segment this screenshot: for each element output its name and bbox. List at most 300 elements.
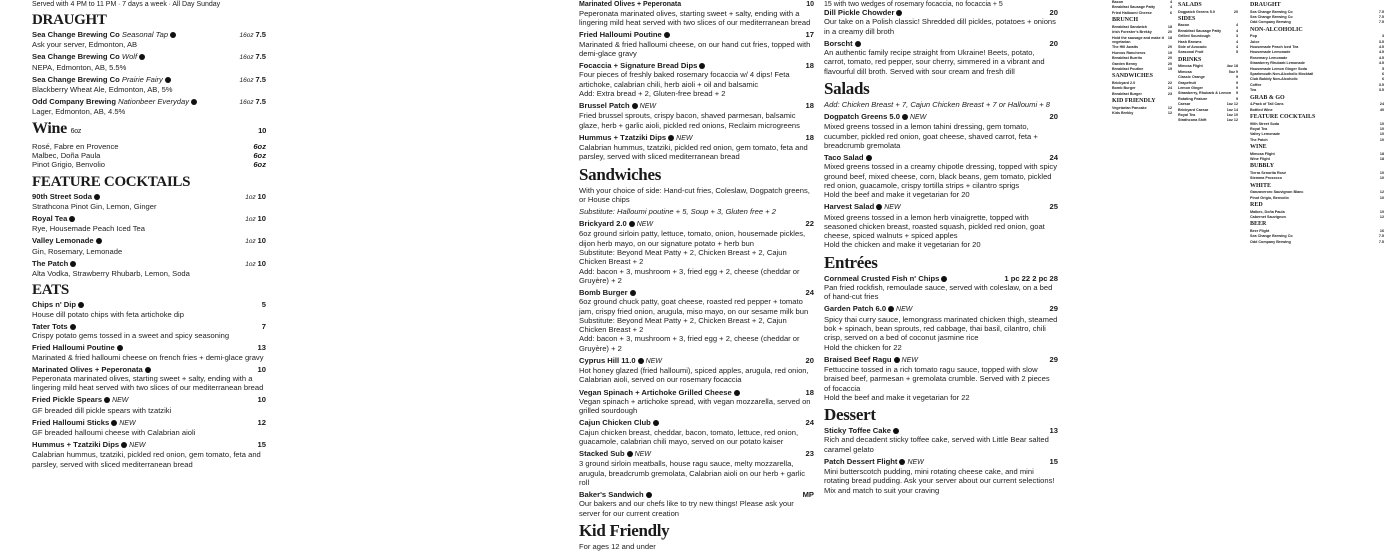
- item-description: 3 ground sirloin meatballs, house ragu sauce, melty mozzarella, arugula, breadcrumb gremolata, Calabrian aioli on our herb + garlic roll: [579, 459, 806, 487]
- menu-item: [824, 8, 1058, 36]
- item-description: Spicy thai curry sauce, lemongrass marinated chicken thigh, steamed bok + spinach, bean sprouts, red cabbage, thai basil, cilantro, chili crisp, served on a bed of coconut jasmine rice: [824, 314, 1058, 343]
- item-header: [824, 202, 1058, 212]
- new-badge: NEW: [129, 442, 146, 450]
- salad-list: [824, 112, 1058, 250]
- item-size: 1oz: [245, 238, 258, 246]
- mini-item: [1250, 176, 1384, 180]
- mini-item-price: 12: [1379, 214, 1384, 219]
- mini-item-name: Mimosa Flight: [1178, 64, 1203, 69]
- mini-item-price: 10: [1379, 170, 1384, 175]
- mini-item: [1112, 51, 1172, 55]
- item-description: Gin, Rosemary, Lemonade: [32, 246, 123, 256]
- menu-item: [824, 355, 1058, 402]
- item-header: [32, 395, 266, 405]
- item-title: [824, 355, 918, 365]
- menu-item: [32, 75, 266, 95]
- menu-item: [824, 457, 1058, 495]
- item-name: Tater Tots: [32, 321, 68, 331]
- mini-section-title: FEATURE COCKTAILS: [1250, 114, 1316, 120]
- menu-column-starters-sandwiches: [579, 0, 814, 551]
- item-description: Calabrian hummus, tzatziki, pickled red onion, gem tomato, feta and parsley, served with sliced mediterranean bread: [579, 143, 808, 162]
- mini-item-name: Bomb Burger: [1112, 86, 1136, 91]
- mini-item-price: 20: [1167, 61, 1172, 66]
- menu-item: [32, 418, 266, 438]
- item-description: Ask your server, Edmonton, AB: [32, 40, 138, 50]
- item-price: 16oz 7.5: [239, 52, 266, 62]
- mini-item-price: 10: [1379, 126, 1384, 131]
- item-subtitle: Seasonal Tap: [121, 30, 169, 39]
- mini-item: [1178, 64, 1238, 68]
- dietary-icon: [646, 492, 652, 498]
- drinks-menu-thumbnail: [1250, 0, 1384, 500]
- item-add-ons: Add: bacon + 3, mushroom + 3, fried egg + 2, cheese (cheddar or Gruyère) + 2: [579, 266, 800, 285]
- mini-item-name: Bacon: [1112, 0, 1124, 4]
- item-header: [579, 449, 814, 459]
- mini-item-name: Garden Benny: [1112, 61, 1138, 66]
- item-size: 16oz: [239, 76, 256, 84]
- item-name: Hummus + Tzatziki Dips: [32, 440, 120, 450]
- mini-item: [1178, 102, 1238, 106]
- item-header: [579, 388, 814, 397]
- item-header: [32, 300, 266, 309]
- menu-item: [579, 388, 814, 416]
- new-badge: NEW: [119, 419, 136, 427]
- item-name: Borscht: [824, 38, 853, 48]
- item-name: Cyprus Hill 11.0: [579, 355, 636, 365]
- item-title: [32, 97, 197, 106]
- mini-item: [1112, 56, 1172, 60]
- menu-item: [579, 219, 814, 285]
- sandwich-intro: With your choice of side: Hand-cut fries, Coleslaw, Dogpatch greens, or House chips: [579, 185, 810, 204]
- item-price: 15: [1049, 456, 1058, 466]
- item-header: [32, 343, 266, 352]
- item-header: [32, 214, 266, 224]
- item-price: 24: [1049, 152, 1058, 162]
- mini-item-name: Strathcona Shift: [1178, 118, 1207, 123]
- mini-item: [1250, 83, 1384, 87]
- menu-item: [32, 365, 266, 393]
- mini-item-name: Odd Company Brewing: [1250, 239, 1291, 244]
- section-title-wine: [32, 121, 266, 140]
- item-title: [579, 356, 662, 366]
- soup-list: [824, 8, 1058, 76]
- item-price: 10: [806, 1, 814, 8]
- mini-item: [1178, 113, 1238, 117]
- section-title-dessert: Dessert: [824, 405, 876, 425]
- item-description: NEPA, Edmonton, AB, 5.5%: [32, 62, 127, 72]
- item-description: Pan fried rockfish, remoulade sauce, served with coleslaw, on a bed of hand-cut fries: [824, 283, 1053, 302]
- item-title: [32, 236, 102, 245]
- item-header: [32, 259, 266, 269]
- wine-name: Pinot Grigio, Benvolio: [32, 160, 106, 170]
- mini-item-price: 1oz 14: [1226, 107, 1238, 112]
- mini-item-name: Breakfast Sausage Patty: [1178, 28, 1222, 33]
- dietary-icon: [664, 32, 670, 38]
- dietary-icon: [876, 204, 882, 210]
- brunch-left: [1112, 0, 1172, 124]
- mini-item: [1112, 30, 1172, 34]
- mini-item-name: Kids Brekky: [1112, 111, 1134, 115]
- item-header: [824, 457, 1058, 467]
- item-name: Patch Dessert Flight: [824, 456, 898, 466]
- mini-item-name: Sea Change Brewing Co: [1250, 9, 1293, 14]
- mini-item: [1112, 25, 1172, 29]
- dietary-icon: [78, 302, 84, 308]
- mini-item: [1250, 15, 1384, 19]
- mini-item-name: Cabernet Sauvignon: [1250, 214, 1286, 219]
- mini-item: [1112, 92, 1172, 96]
- item-header: [579, 61, 814, 70]
- mini-item-price: 5: [1381, 66, 1384, 71]
- mini-item-name: Classic Orange: [1178, 75, 1205, 80]
- mini-item-name: Vegetarian Pancake: [1112, 105, 1147, 110]
- item-title: [32, 214, 75, 223]
- mini-item: [1178, 70, 1238, 74]
- dietary-icon: [165, 77, 171, 83]
- item-price: 16oz 7.5: [239, 97, 266, 107]
- eats-list: [32, 300, 266, 469]
- item-title: [32, 365, 151, 374]
- mini-item-name: Malbec, Doña Paula: [1250, 209, 1285, 214]
- item-title: [32, 52, 145, 61]
- mini-item-name: Royal Tea: [1250, 126, 1268, 131]
- menu-item: [824, 112, 1058, 150]
- mini-item-name: Royal Tea: [1178, 113, 1196, 117]
- mini-item: [1250, 210, 1384, 214]
- menu-column-soups-salads-entrees: [824, 0, 1058, 500]
- mini-item: [1250, 56, 1384, 60]
- item-title: [579, 101, 656, 111]
- item-description: Vegan spinach + artichoke spread, with vegan mozzarella, served on grilled sourdough: [579, 396, 811, 416]
- salad-add-ons: Add: Chicken Breast + 7, Cajun Chicken Breast + 7 or Halloumi + 8: [824, 99, 1051, 109]
- item-header: [824, 153, 1058, 162]
- item-title: [824, 153, 872, 162]
- item-title: [32, 395, 128, 405]
- item-description: Fettuccine tossed in a rich tomato ragu sauce, topped with slow braised beef, parmesan + gremolata crumble. Served with 2 pieces of focaccia: [824, 364, 1050, 393]
- mini-item-name: Ganzaveroro Sauvignon Blanc: [1250, 190, 1304, 195]
- item-price: 18: [805, 61, 814, 71]
- mini-item-name: Sea Change Brewing Co: [1250, 234, 1293, 239]
- item-description: Four pieces of freshly baked rosemary focaccia w/ 4 dips! Feta artichoke, calabrian chili, herb aioli + oil and balsamic: [579, 70, 790, 89]
- item-description: 6oz ground chuck patty, goat cheese, roasted red pepper + tomato jam, crispy fried onion, arugula, miso mayo, on our sesame milk bun: [579, 297, 809, 316]
- menu-item: [824, 274, 1058, 302]
- item-description: Blackberry Wheat Ale, Edmonton, AB, 5%: [32, 85, 173, 95]
- wine-size: 6oz: [253, 151, 266, 161]
- item-title: [824, 112, 926, 122]
- mini-item: [1178, 75, 1238, 79]
- item-size: 1oz: [245, 193, 258, 201]
- mini-item-price: 5oz 9: [1228, 69, 1238, 74]
- brunch-menu-thumbnail: [1112, 0, 1238, 500]
- mini-item-name: The Hill Awaits: [1112, 45, 1139, 50]
- menu-item: [32, 300, 266, 319]
- item-price: 7: [261, 321, 266, 331]
- item-header: [32, 30, 266, 40]
- section-title-kid-friendly: Kid Friendly: [579, 520, 670, 540]
- item-price: 1oz 10: [245, 191, 266, 201]
- dessert-list: [824, 426, 1058, 495]
- menu-item: [579, 101, 814, 130]
- mini-item: [1250, 229, 1384, 233]
- mini-item: [1250, 127, 1384, 131]
- item-price: 5: [261, 300, 266, 310]
- mini-item-name: Pinot Grigio, Benvolio: [1250, 195, 1289, 200]
- item-price: MP: [802, 489, 814, 499]
- menu-item: [32, 52, 266, 72]
- mini-item-price: 20: [1233, 9, 1238, 14]
- mini-item-price: 4.5: [1378, 50, 1384, 55]
- item-price: 18: [805, 387, 814, 397]
- mini-item: [1250, 77, 1384, 81]
- item-price: 16oz 7.5: [239, 30, 266, 39]
- item-name: Garden Patch 6.0: [824, 304, 887, 314]
- mini-item: [1178, 108, 1238, 112]
- mini-item-name: 90th Street Soda: [1250, 121, 1280, 126]
- item-title: [32, 440, 145, 450]
- item-name: Baker's Sandwich: [579, 489, 644, 499]
- item-name: Harvest Salad: [824, 202, 875, 212]
- menu-item: [32, 395, 266, 415]
- new-badge: NEW: [896, 306, 913, 314]
- mini-item-name: Tierra Senorita Rosé: [1250, 170, 1287, 175]
- item-name: Brickyard 2.0: [579, 219, 627, 229]
- item-name: Sea Change Brewing Co: [32, 52, 120, 62]
- mini-item: [1250, 234, 1384, 238]
- item-price: 20: [1049, 8, 1058, 17]
- mini-item: [1250, 215, 1384, 219]
- item-substitute: Substitute: Beyond Meat Patty + 2, Chicken Breast + 2, Cajun Chicken Breast + 2: [579, 315, 787, 335]
- item-name: Fried Halloumi Sticks: [32, 417, 110, 427]
- new-badge: NEW: [112, 397, 129, 405]
- item-price: 20: [1049, 111, 1058, 121]
- mini-item-name: Breakfast Poutine: [1112, 66, 1144, 71]
- item-header: [32, 440, 266, 450]
- item-price: 24: [805, 418, 814, 428]
- item-note: Hold the beef and make it vegetarian for 20: [824, 190, 970, 200]
- item-title: [32, 259, 76, 268]
- item-size: 1oz: [245, 260, 258, 268]
- item-title: [32, 30, 176, 39]
- item-name: Fried Pickle Spears: [32, 395, 103, 405]
- menu-item: [579, 418, 814, 446]
- item-title: [579, 30, 670, 39]
- item-header: [579, 219, 814, 229]
- item-title: [579, 490, 652, 499]
- item-name: Taco Salad: [824, 152, 864, 162]
- wine-title: Wine: [32, 119, 67, 137]
- mini-item-price: 3.5: [1378, 39, 1384, 44]
- mini-item-price: 18: [1379, 151, 1384, 156]
- menu-item: [824, 304, 1058, 351]
- mini-item-name: Irish Forester's Brekky: [1112, 30, 1152, 35]
- item-price: 12: [257, 417, 266, 427]
- menu-item: [32, 236, 266, 256]
- item-description: Calabrian hummus, tzatziki, pickled red onion, gem tomato, feta and parsley, served with sliced mediterranean bread: [32, 450, 261, 469]
- section-title-entrees: Entrées: [824, 252, 878, 272]
- mini-item-name: Bottled Wine: [1250, 107, 1273, 112]
- mini-item-name: Housemade Lemon Ginger Soda: [1250, 66, 1307, 71]
- mini-item-price: 24: [1379, 102, 1384, 107]
- item-price: 29: [1049, 304, 1058, 314]
- sandwich-substitute: Substitute: Halloumi poutine + 5, Soup + 3, Gluten free + 2: [579, 207, 776, 217]
- mini-item-price: 5: [1235, 50, 1238, 55]
- item-price: 25: [1049, 202, 1058, 212]
- mini-item-price: 4: [1235, 45, 1238, 50]
- item-price: 1oz 10: [245, 236, 266, 246]
- mini-item-price: 9: [1235, 75, 1238, 80]
- mini-item: [1112, 111, 1172, 115]
- dietary-icon: [888, 306, 894, 312]
- item-header: [579, 418, 814, 427]
- draught-list: [32, 30, 266, 117]
- mini-item: [1112, 106, 1172, 110]
- menu-column-drinks-eats: [32, 0, 266, 500]
- mini-item: [1112, 45, 1172, 49]
- mini-item-price: 3: [1381, 34, 1384, 39]
- item-name: Braised Beef Ragu: [824, 354, 892, 364]
- mini-item-name: Wine Flight: [1250, 157, 1270, 162]
- menu-item: [824, 202, 1058, 249]
- mini-item-name: Fried Halloumi Cheese: [1112, 10, 1152, 15]
- item-header: [824, 274, 1058, 283]
- section-title-cocktails: FEATURE COCKTAILS: [32, 173, 191, 190]
- item-note: Hold the chicken for 22: [824, 342, 902, 352]
- mini-item-price: 4: [1169, 5, 1172, 10]
- mini-item: [1178, 118, 1238, 122]
- mini-section-title: DRAUGHT: [1250, 2, 1281, 8]
- item-title: [824, 39, 861, 48]
- mini-section-title: BUBBLY: [1250, 163, 1275, 170]
- item-description: Rich and decadent sticky toffee cake, served with Little Bear salted caramel gelato: [824, 435, 1049, 454]
- item-header: [32, 192, 266, 202]
- item-subtitle: Nationbeer Everyday: [118, 97, 190, 107]
- wine-item: [32, 151, 266, 160]
- item-title: [32, 418, 136, 428]
- mini-item-price: 12: [1167, 105, 1172, 110]
- item-description: GF breaded dill pickle spears with tzatziki: [32, 405, 172, 415]
- mini-item-name: Beer Flight: [1250, 228, 1270, 233]
- dietary-icon: [121, 442, 127, 448]
- item-header: [579, 356, 814, 366]
- item-description: GF breaded halloumi cheese with Calabrian aioli: [32, 427, 196, 437]
- item-header: [824, 39, 1058, 48]
- mini-item: [1250, 196, 1384, 200]
- dietary-icon: [941, 276, 947, 282]
- dietary-icon: [699, 63, 705, 69]
- item-name: Dogpatch Greens 5.0: [824, 111, 900, 121]
- mini-item: [1178, 81, 1238, 85]
- dietary-icon: [902, 114, 908, 120]
- new-badge: NEW: [634, 450, 651, 458]
- mini-item-price: 3: [1235, 34, 1238, 39]
- dietary-icon: [104, 397, 110, 403]
- mini-item: [1250, 171, 1384, 175]
- mini-item-name: Breakfast Sandwich: [1112, 24, 1148, 29]
- item-header: [32, 418, 266, 428]
- dietary-icon: [855, 41, 861, 47]
- mini-section-title: WINE: [1250, 144, 1267, 151]
- mini-item: [1112, 86, 1172, 90]
- menu-item: [579, 356, 814, 385]
- mini-item-price: 7.5: [1378, 14, 1384, 19]
- mini-item: [1250, 132, 1384, 136]
- mini-item-name: Mimosa Flight: [1250, 151, 1275, 156]
- menu-item: [824, 153, 1058, 199]
- mini-item: [1112, 5, 1172, 9]
- mini-item-price: 9: [1235, 85, 1238, 90]
- item-description: Fried brussel sprouts, crispy bacon, shaved parmesan, balsamic glaze, herb + garlic aioli, pickled red onions, Reclaim microgreens: [579, 111, 800, 130]
- item-description: 6oz ground sirloin patty, lettuce, tomato, onion, housemade pickles, dijon herb mayo, on our signature potato + herb bun: [579, 229, 806, 248]
- item-description: Peperonata marinated olives, starting sweet + salty, ending with a lingering mild heat served with two slices of our mediterranean bread: [579, 9, 811, 28]
- item-header: [579, 288, 814, 297]
- item-title: [579, 418, 659, 427]
- dietary-icon: [893, 428, 899, 434]
- mini-item-name: Pop: [1250, 34, 1257, 39]
- mini-item-name: Grapefruit: [1178, 80, 1196, 85]
- item-title: [32, 343, 123, 352]
- item-name: Cornmeal Crusted Fish n' Chips: [824, 273, 940, 283]
- item-description: Peperonata marinated olives, starting sweet + salty, ending with a lingering mild heat served with two slices of our mediterranean bread: [32, 373, 264, 393]
- item-title: [824, 274, 947, 283]
- item-name: Hummus + Tzatziki Dips: [579, 132, 667, 142]
- item-title: [32, 192, 100, 201]
- item-header: [824, 112, 1058, 122]
- mini-item: [1250, 20, 1384, 24]
- mini-item: [1178, 23, 1238, 27]
- wine-name: Malbec, Doña Paula: [32, 151, 101, 161]
- item-price: 18: [805, 132, 814, 142]
- item-price: 1 pc 22 2 pc 28: [1004, 273, 1058, 283]
- mini-item-price: 3.5: [1378, 82, 1384, 87]
- mini-item: [1178, 40, 1238, 44]
- item-price: 13: [257, 343, 266, 353]
- dietary-icon: [170, 32, 176, 38]
- item-description: Lager, Edmonton, AB, 4.5%: [32, 107, 126, 117]
- mini-item-name: Housemade Peach Iced Tea: [1250, 45, 1299, 50]
- dietary-icon: [111, 420, 117, 426]
- item-name: Valley Lemonade: [32, 236, 94, 246]
- mini-item-price: 6: [1169, 10, 1172, 15]
- mini-item: [1250, 157, 1384, 161]
- mini-item-price: 4.5: [1378, 55, 1384, 60]
- mini-item-name: Hold the sausage and make it vegetarian: [1112, 35, 1164, 44]
- item-description: Mixed greens tossed in a lemon tahini dressing, gem tomato, cucumber, pickled red onion, goat cheese, shaved carrot, feta + breadcrumb gremolata: [824, 122, 1038, 150]
- mini-section-title: BRUNCH: [1112, 17, 1139, 24]
- mini-item: [1112, 11, 1172, 15]
- mini-item: [1250, 34, 1384, 38]
- dietary-icon: [191, 99, 197, 105]
- menu-item: [32, 192, 266, 212]
- mini-item-name: Breakfast Burger: [1112, 91, 1142, 96]
- menu-item: [579, 449, 814, 487]
- mini-item-price: 10: [1379, 195, 1384, 200]
- item-name: Sea Change Brewing Co: [32, 74, 120, 84]
- menu-item: [32, 30, 266, 50]
- new-badge: NEW: [645, 357, 662, 365]
- dietary-icon: [70, 261, 76, 267]
- dietary-icon: [866, 155, 872, 161]
- menu-item: [32, 214, 266, 234]
- mini-item: [1112, 62, 1172, 66]
- mini-item-name: Seasonal Fruit: [1178, 50, 1204, 55]
- dietary-icon: [899, 459, 905, 465]
- wine-size: 6oz: [253, 160, 266, 170]
- mini-item-price: 6: [1381, 72, 1384, 77]
- item-header: [32, 97, 266, 107]
- mini-item: [1250, 61, 1384, 65]
- item-price: 1oz 10: [245, 258, 266, 268]
- item-title: [579, 219, 653, 229]
